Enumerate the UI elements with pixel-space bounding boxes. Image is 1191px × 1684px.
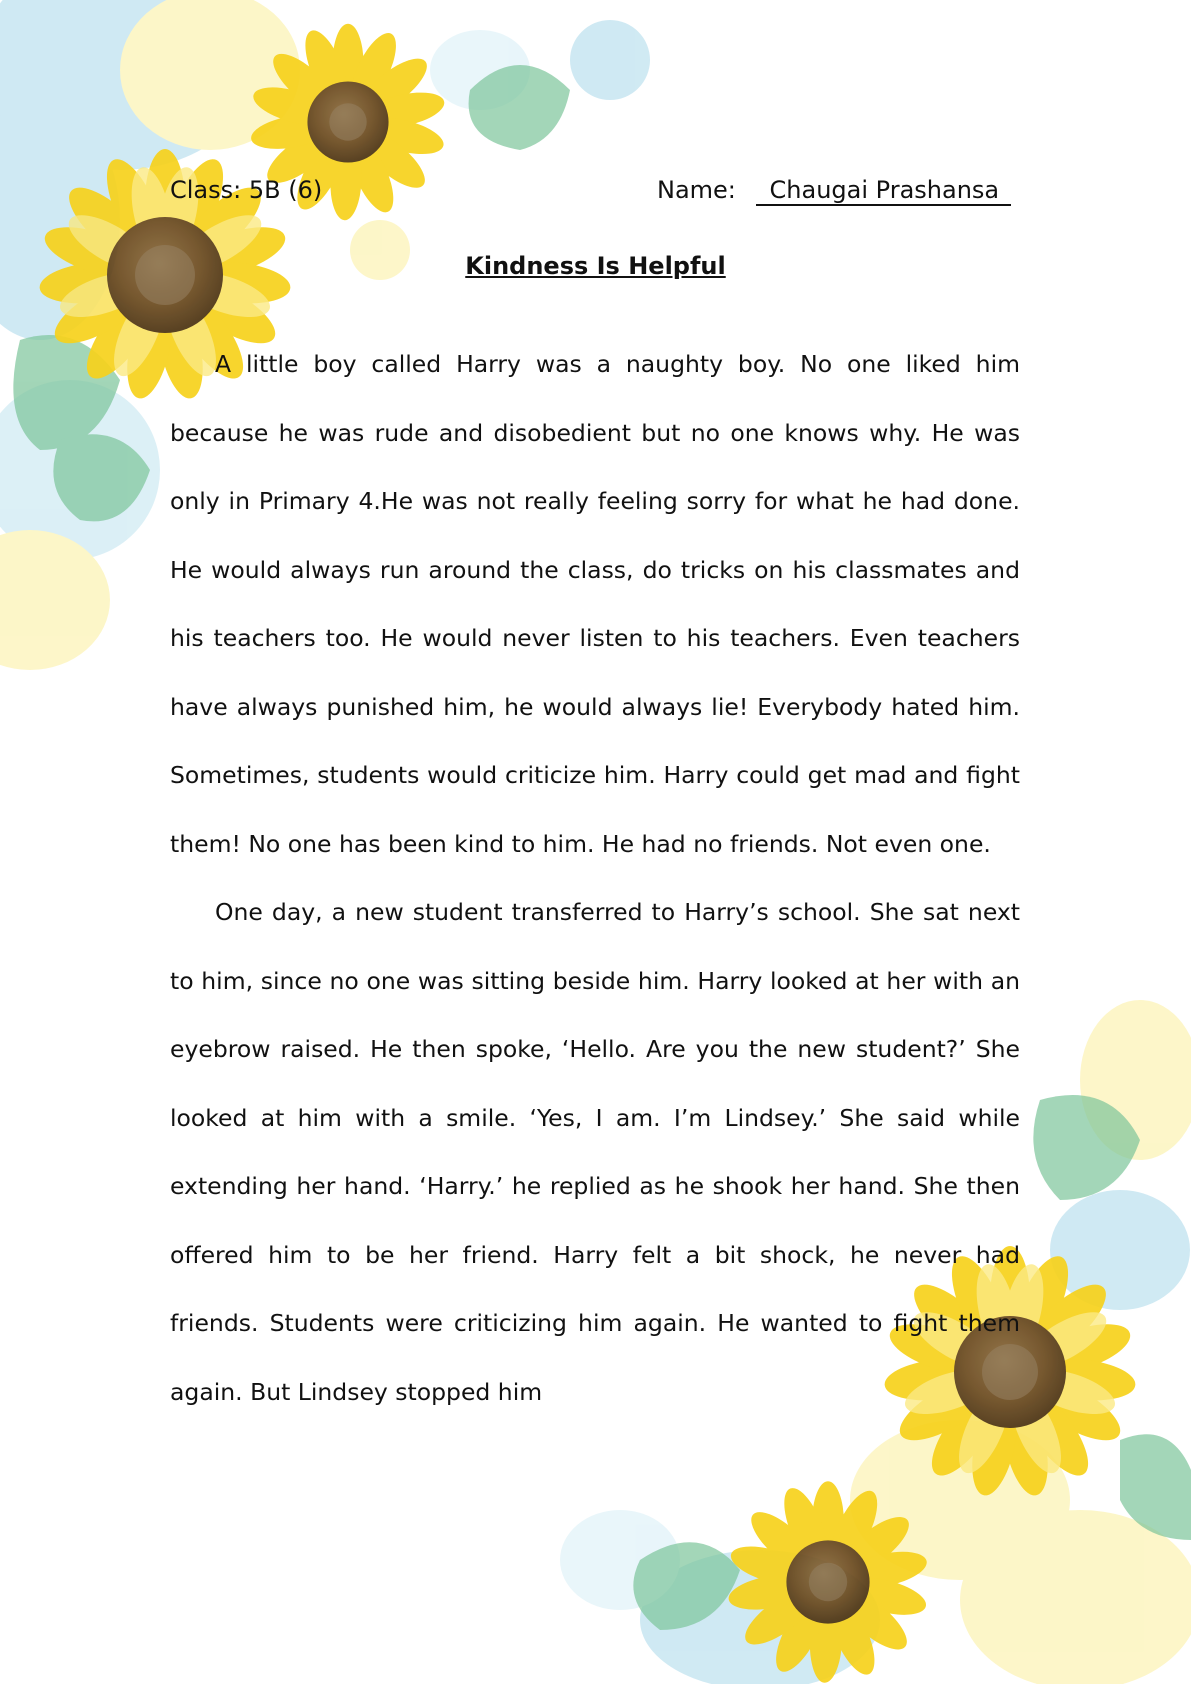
name-value: Chaugai Prashansa <box>756 176 1012 206</box>
name-label: Name: <box>657 176 736 204</box>
paragraph-2: One day, a new student transferred to Harry’s school. She sat next to him, since no one was sitting beside him. Harry looked at her with an eyebrow raised. He then spoke, ‘Hello. Are you the new student?’ She looked at him with a smile. ‘Yes, I am. I’m Lindsey.’ She said while extending her hand. ‘Harry.’ he replied as he shook her hand. She then offered him to be her friend. Harry felt a bit shock, he never had friends. Students were criticizing him again. He wanted to fight them again. But Lindsey stopped him <box>170 898 1020 1406</box>
paragraph-1: A little boy called Harry was a naughty boy. No one liked him because he was rude and disobedient but no one knows why. He was only in Primary 4.He was not really feeling sorry for what he had done. He would always run around the class, do tricks on his classmates and his teachers too. He would never listen to his teachers. Even teachers have always punished him, he would always lie! Everybody hated him. Sometimes, students would criticize him. Harry could get mad and fight them! No one has been kind to him. He had no friends. Not even one. <box>170 350 1020 858</box>
name-field <box>657 176 1011 206</box>
essay-body <box>170 330 1020 1426</box>
header-row <box>170 176 1020 210</box>
class-label: Class: 5B (6) <box>170 176 323 204</box>
essay-title: Kindness Is Helpful <box>465 252 726 280</box>
